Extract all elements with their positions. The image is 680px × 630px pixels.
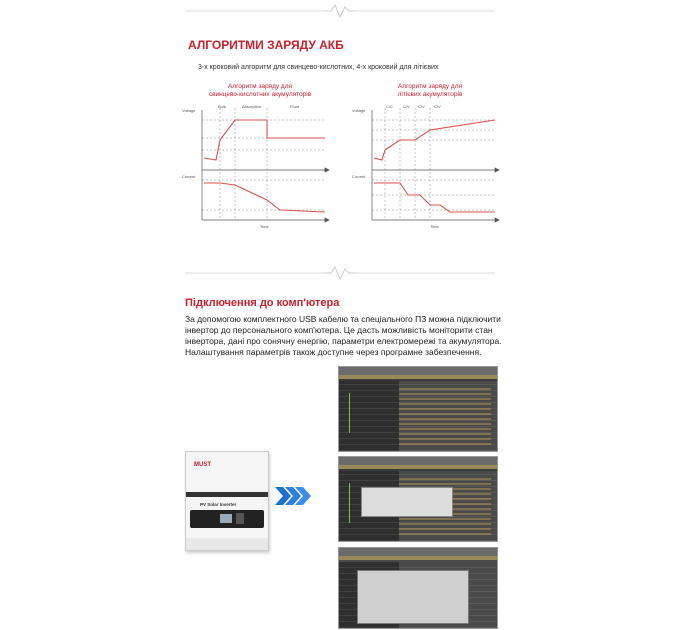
left-axes (202, 110, 329, 222)
chart-lithium (350, 100, 500, 230)
left-current-line (204, 183, 325, 212)
left-stage-absorption: Absorption (242, 104, 262, 109)
device-brand-logo: MUST (194, 462, 211, 468)
chart-left-caption: Алгоритм заряду для свинцево-кислотних акумуляторів (208, 83, 312, 98)
double-arrow-icon (275, 487, 311, 505)
left-stage-float: Float (290, 104, 299, 109)
section-divider-middle (185, 265, 495, 281)
left-voltage-line (204, 120, 325, 160)
left-axis-voltage: Voltage (182, 108, 196, 113)
section-title-charging: АЛГОРИТМИ ЗАРЯДУ АКБ (188, 38, 344, 52)
pc-connection-paragraph (185, 314, 505, 358)
section-title-pc-connection: Підключення до комп'ютера (185, 297, 340, 309)
right-current-line (374, 183, 495, 212)
right-stage-4: C/V (434, 104, 441, 109)
left-axis-current: Current (182, 174, 196, 179)
paragraph-line: Налаштування параметрів також доступне через програмне забезпечення. (185, 347, 482, 357)
paragraph-line: інвертор до персонального комп'ютера. Це дасть можливість моніторити стан (185, 325, 493, 335)
right-axis-time: Time (430, 224, 439, 229)
inverter-device-image (185, 451, 269, 551)
right-axis-voltage: Voltage (352, 108, 366, 113)
chart-lead-acid (180, 100, 330, 230)
right-axis-current: Current (352, 174, 366, 179)
section-divider-top (185, 3, 495, 19)
software-screenshot-3 (338, 547, 498, 629)
software-screenshot-1 (338, 366, 498, 452)
device-label: PV Solar Inverter (200, 502, 237, 507)
right-stage-1: C/C (386, 104, 393, 109)
paragraph-line: інвертора, дані про сонячну енергію, параметри електромережі та акумулятора. (185, 336, 502, 346)
paragraph-line: За допомогою комплектного USB кабелю та спеціального ПЗ можна підключити (185, 314, 501, 324)
software-screenshot-2 (338, 456, 498, 542)
right-stage-2: C/V (403, 104, 410, 109)
right-stage-3: C/V (418, 104, 425, 109)
device-panel (190, 510, 264, 528)
left-stage-bulk: Bulk (218, 104, 226, 109)
left-axis-time: Time (260, 224, 269, 229)
charging-subtitle: 3-х кроковий алгоритм для свинцево-кислотних, 4-х кроковий для літієвих (198, 64, 439, 71)
chart-right-caption: Алгоритм заряду для літієвих акумуляторів (397, 83, 463, 98)
